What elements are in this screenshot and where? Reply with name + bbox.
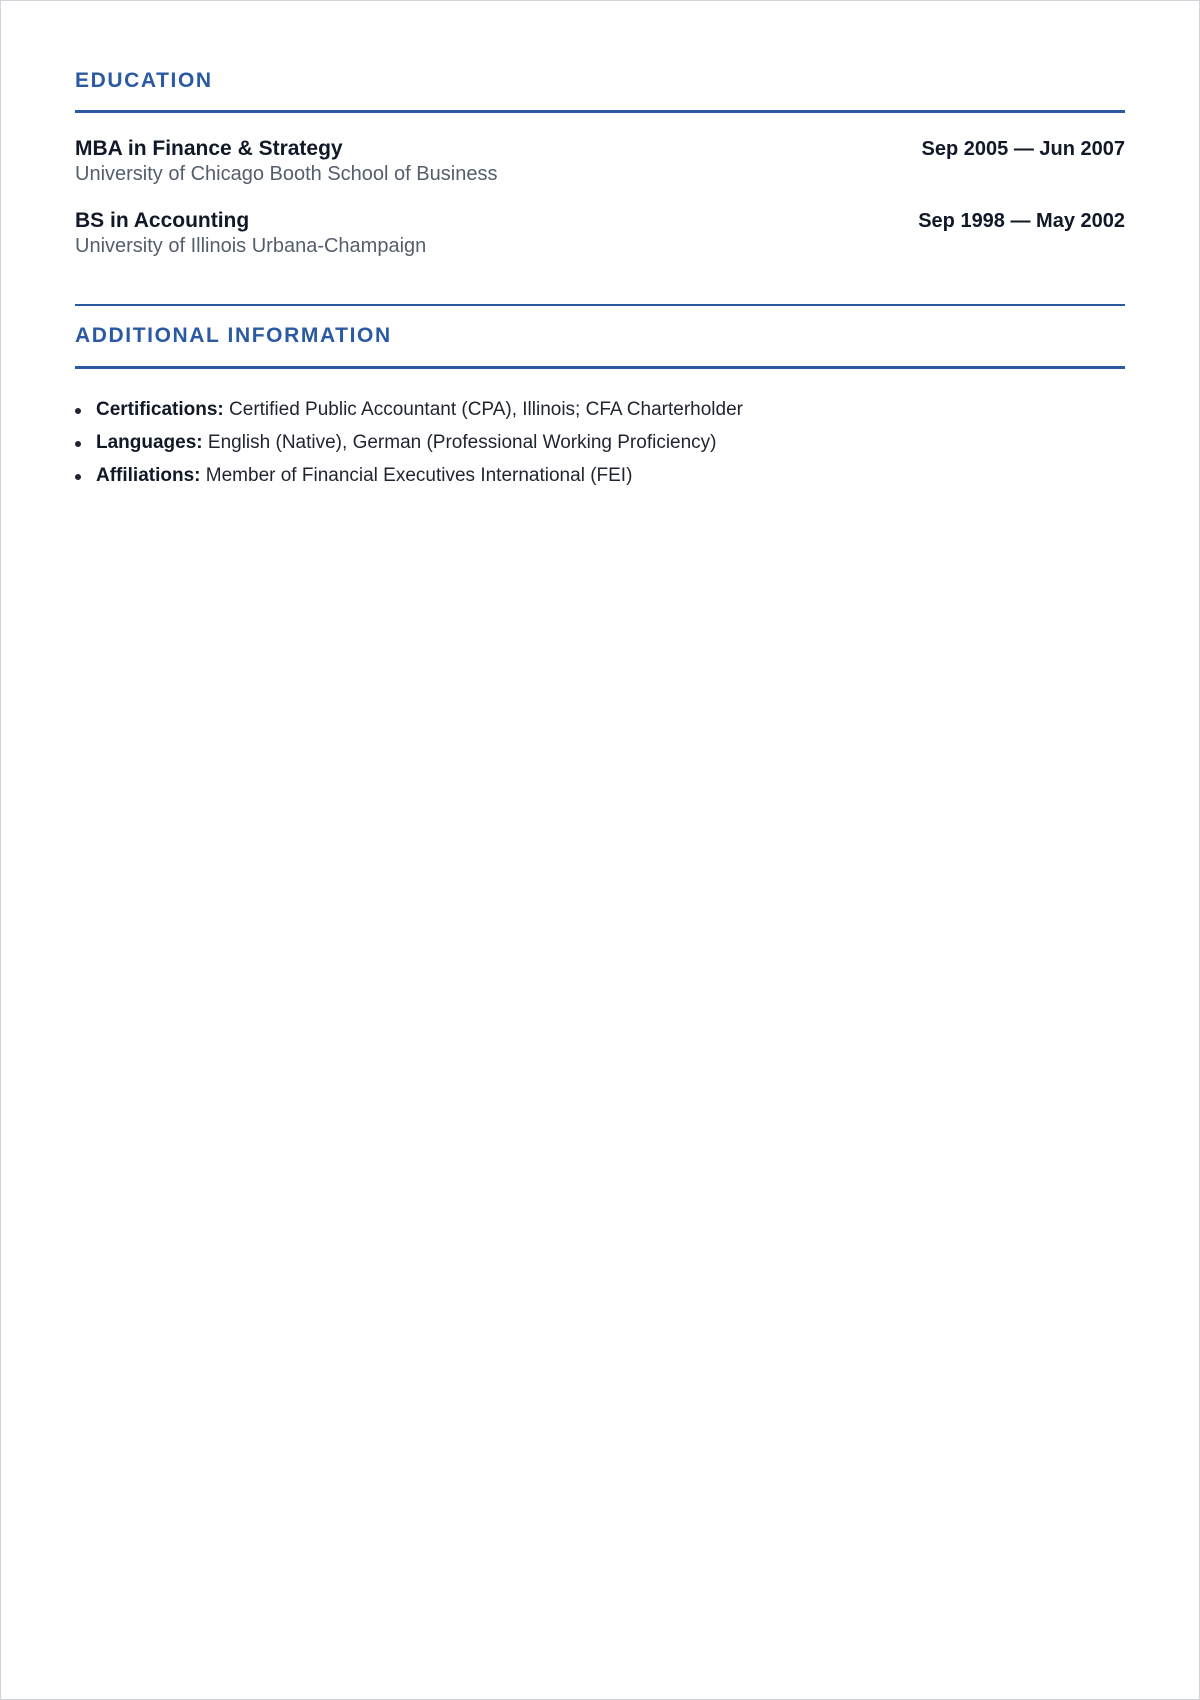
item-text: Member of Financial Executives International (FEI) [205, 465, 633, 486]
school-name: University of Illinois Urbana-Champaign [75, 235, 427, 257]
education-dates: Sep 1998 — May 2002 [918, 210, 1125, 232]
education-entry-header [75, 209, 1125, 233]
education-divider [75, 110, 1125, 113]
item-text: English (Native), German (Professional Working Proficiency) [207, 432, 717, 453]
item-label: Affiliations: [96, 465, 206, 486]
additional-information-divider [75, 366, 1125, 369]
degree-title: BS in Accounting [75, 209, 250, 232]
section-divider [75, 304, 1125, 306]
bullet-icon [75, 408, 81, 414]
additional-information-heading: ADDITIONAL INFORMATION [75, 324, 392, 347]
education-entry [75, 209, 1125, 258]
education-heading: EDUCATION [75, 69, 213, 92]
school-name: University of Chicago Booth School of Business [75, 163, 498, 185]
education-entry-header [75, 137, 1125, 161]
education-dates: Sep 2005 — Jun 2007 [921, 138, 1125, 160]
degree-title: MBA in Finance & Strategy [75, 137, 343, 160]
bullet-icon [75, 441, 81, 447]
list-item [75, 459, 1125, 492]
list-item [75, 393, 1125, 426]
bullet-icon [75, 474, 81, 480]
item-label: Certifications: [96, 399, 230, 420]
item-text: Certified Public Accountant (CPA), Illinois; CFA Charterholder [229, 399, 743, 420]
list-item [75, 426, 1125, 459]
item-label: Languages: [96, 432, 208, 453]
additional-information-list [75, 393, 1125, 492]
education-entry [75, 137, 1125, 186]
